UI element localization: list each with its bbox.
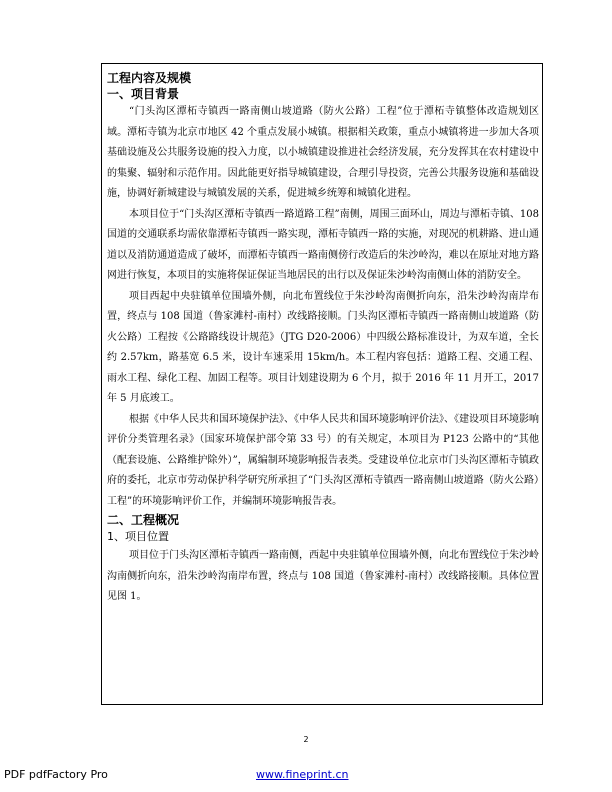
- paragraph-background-4: 根据《中华人民共和国环境保护法》、《中华人民共和国环境影响评价法》、《建设项目环境影响评价分类管理名录》（国家环境保护部令第 33 号）的有关规定，本项目为 P123 公路中的“其他（配套设施、公路维护除外）”，属编制环境影响报告表类。受建设单位北京市门头沟区潭柘寺镇政府的委托，北京市劳动保护科学研究所承担了“门头沟区潭柘寺镇西一路南侧山坡道路（防火公路）工程”的环境影响评价工作，并编制环境影响报告表。: [107, 413, 539, 507]
- scope-heading: 工程内容及规模: [107, 71, 192, 85]
- section-2-title: 二、工程概况: [107, 513, 180, 527]
- paragraph-background-2: 本项目位于“门头沟区潭柘寺镇西一路道路工程”南侧，周围三面环山，周边与潭柘寺镇、108 国道的交通联系均需依靠潭柘寺镇西一路实现，潭柘寺镇西一路的实施，对现况的机耕路、进山通道以及消防通道造成了破坏，而潭柘寺镇西一路南侧傍行改造后的朱沙岭沟，难以在原址对地方路网进行恢复，本项目的实施将保证保证当地居民的出行以及保证朱沙岭沟南侧山体的消防安全。: [107, 208, 539, 281]
- subsection-location-title: 1、项目位置: [107, 530, 169, 543]
- footer-pdffactory-label: PDF pdfFactory Pro: [4, 768, 108, 781]
- section-1-title: 一、项目背景: [107, 87, 180, 101]
- document-body: [107, 69, 539, 608]
- page-number: 2: [303, 735, 309, 744]
- paragraph-background-1: “门头沟区潭柘寺镇西一路南侧山坡道路（防火公路）工程”位于潭柘寺镇整体改造规划区域。潭柘寺镇为北京市地区 42 个重点发展小城镇。根据相关政策，重点小城镇将进一步加大各项基础设施及公共服务设施的投入力度，以小城镇建设推进社会经济发展，充分发挥其在农村建设中的集聚、辐射和示范作用。因此能更好指导城镇建设，合理引导投资，完善公共服务设施和基础设施，协调好新城建设与城镇发展的关系，促进城乡统筹和城镇化进程。: [107, 106, 539, 199]
- paragraph-location: 项目位于门头沟区潭柘寺镇西一路南侧，西起中央驻镇单位围墙外侧，向北布置线位于朱沙岭沟南侧折向东，沿朱沙岭沟南岸布置，终点与 108 国道（鲁家滩村-南村）改线路接顺。具体位置见图 1。: [107, 550, 539, 602]
- paragraph-background-3: 项目西起中央驻镇单位围墙外侧，向北布置线位于朱沙岭沟南侧折向东，沿朱沙岭沟南岸布置，终点与 108 国道（鲁家滩村-南村）改线路接顺。门头沟区潭柘寺镇西一路南侧山坡道路（防火公路）工程按《公路路线设计规范》（JTG D20-2006）中四级公路标准设计，为双车道，全长约 2.57km，路基宽 6.5 米，设计车速采用 15km/h。本工程内容包括：道路工程、交通工程、雨水工程、绿化工程、加固工程等。项目计划建设期为 6 个月，拟于 2016 年 11 月开工，2017 年 5 月底竣工。: [107, 290, 539, 404]
- footer-fineprint-link[interactable]: www.fineprint.cn: [256, 768, 349, 781]
